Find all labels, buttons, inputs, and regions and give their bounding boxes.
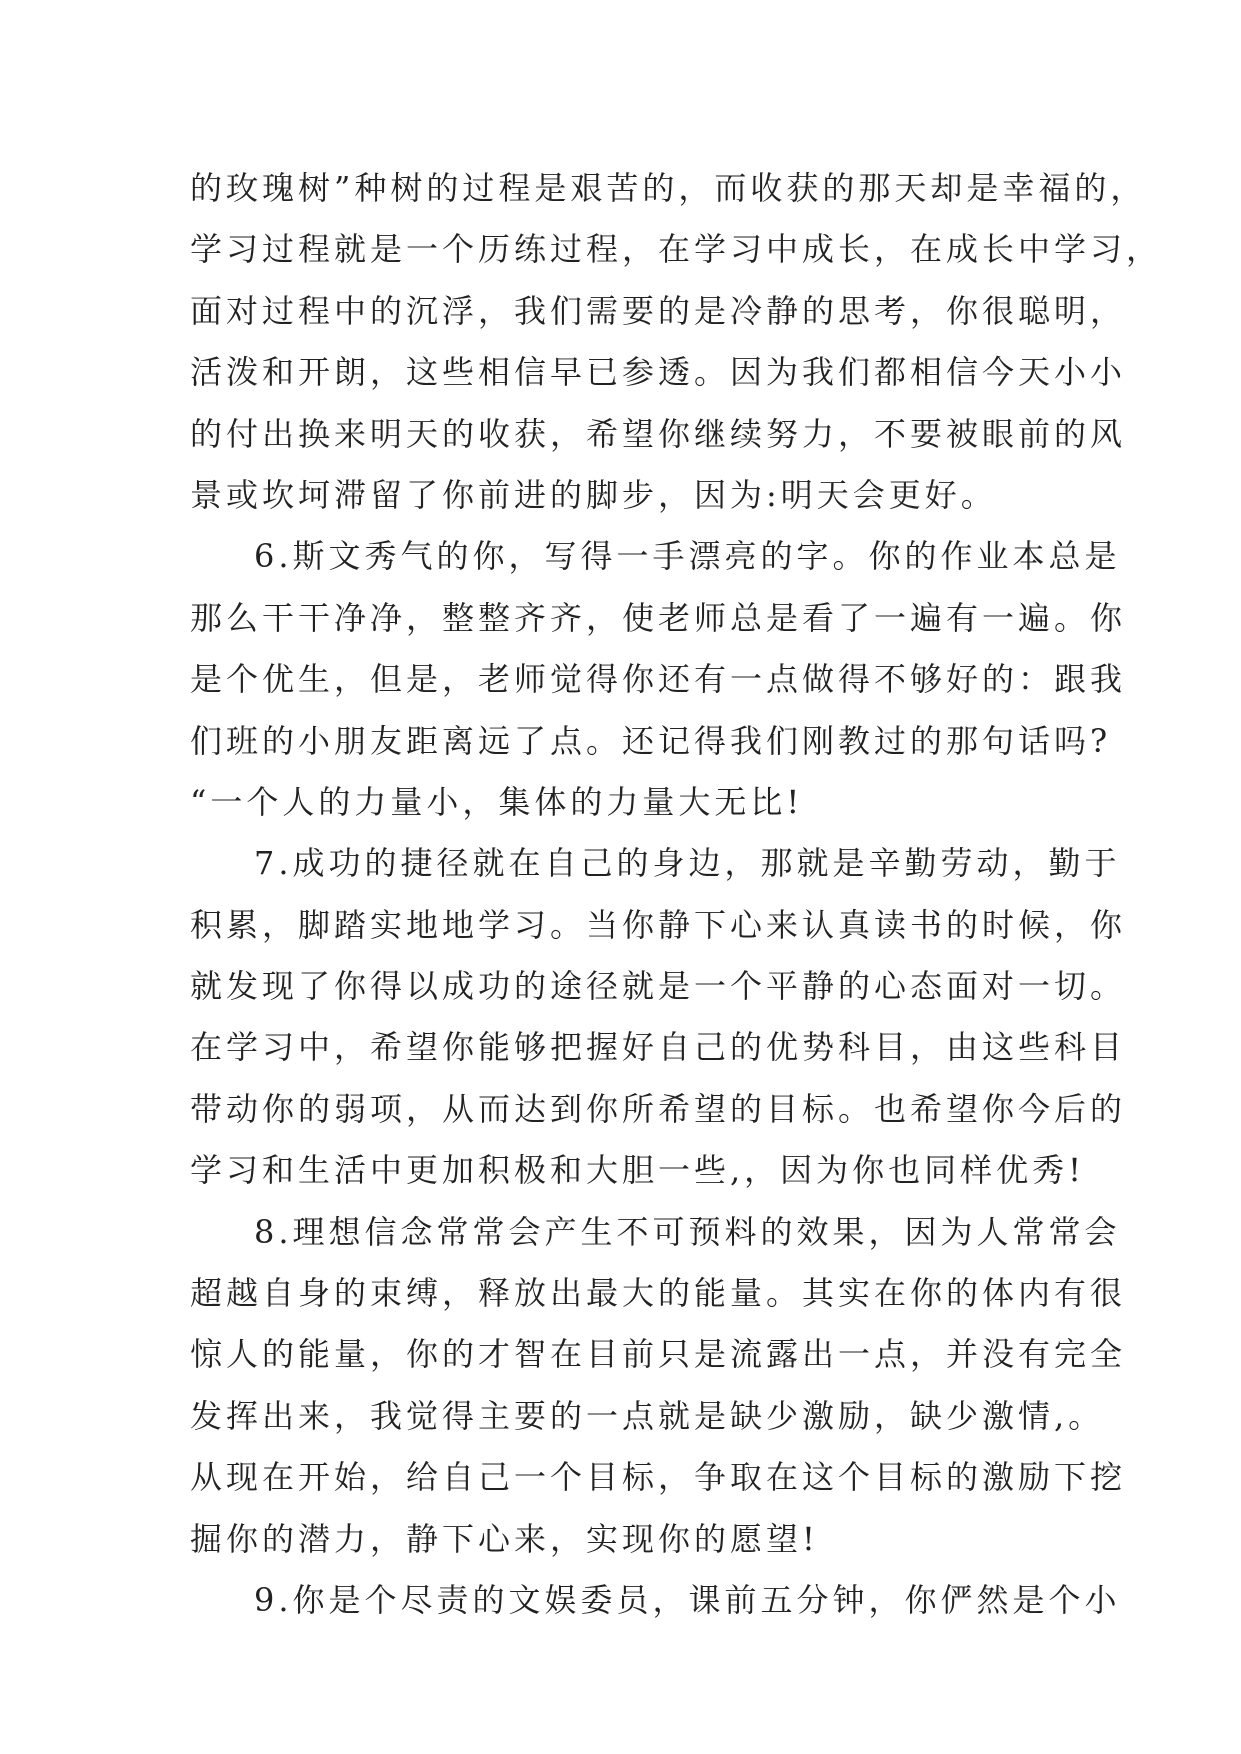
paragraph-start-8: 8.理想信念常常会产生不可预料的效果，因为人常常会 xyxy=(254,1212,1121,1251)
text-line: 学习过程就是一个历练过程，在学习中成长，在成长中学习， xyxy=(190,230,1163,269)
text-line: 学习和生活中更加积极和大胆一些,，因为你也同样优秀! xyxy=(190,1151,1086,1190)
paragraph-start-7: 7.成功的捷径就在自己的身边，那就是辛勤劳动，勤于 xyxy=(254,844,1121,883)
text-line: 们班的小朋友距离远了点。还记得我们刚教过的那句话吗? xyxy=(190,721,1112,760)
paragraph-start-9: 9.你是个尽责的文娱委员，课前五分钟，你俨然是个小 xyxy=(254,1580,1121,1619)
paragraph-start-6: 6.斯文秀气的你，写得一手漂亮的字。你的作业本总是 xyxy=(254,537,1121,576)
text-line: “一个人的力量小，集体的力量大无比! xyxy=(190,782,804,821)
text-line: 惊人的能量，你的才智在目前只是流露出一点，并没有完全 xyxy=(190,1335,1127,1374)
text-line: 超越自身的束缚，释放出最大的能量。其实在你的体内有很 xyxy=(190,1274,1127,1313)
text-line: 是个优生，但是，老师觉得你还有一点做得不够好的：跟我 xyxy=(190,660,1127,699)
text-line: 的付出换来明天的收获，希望你继续努力，不要被眼前的风 xyxy=(190,414,1127,453)
text-line: 面对过程中的沉浮，我们需要的是冷静的思考，你很聪明， xyxy=(190,291,1127,330)
text-line: 活泼和开朗，这些相信早已参透。因为我们都相信今天小小 xyxy=(190,353,1127,392)
body-text xyxy=(190,158,1163,1631)
text-line: 就发现了你得以成功的途径就是一个平静的心态面对一切。 xyxy=(190,967,1127,1006)
text-line: 的玫瑰树”种树的过程是艰苦的，而收获的那天却是幸福的， xyxy=(190,169,1147,207)
text-line: 在学习中，希望你能够把握好自己的优势科目，由这些科目 xyxy=(190,1028,1127,1067)
text-line: 从现在开始，给自己一个目标，争取在这个目标的激励下挖 xyxy=(190,1458,1127,1497)
text-line: 发挥出来，我觉得主要的一点就是缺少激励，缺少激情,。 xyxy=(190,1396,1105,1435)
text-line: 掘你的潜力，静下心来，实现你的愿望! xyxy=(190,1519,819,1558)
text-line: 那么干干净净，整整齐齐，使老师总是看了一遍有一遍。你 xyxy=(190,598,1127,637)
text-line: 带动你的弱项，从而达到你所希望的目标。也希望你今后的 xyxy=(190,1089,1127,1128)
text-line: 积累，脚踏实地地学习。当你静下心来认真读书的时候，你 xyxy=(190,905,1127,944)
text-line: 景或坎坷滞留了你前进的脚步，因为:明天会更好。 xyxy=(190,475,997,514)
